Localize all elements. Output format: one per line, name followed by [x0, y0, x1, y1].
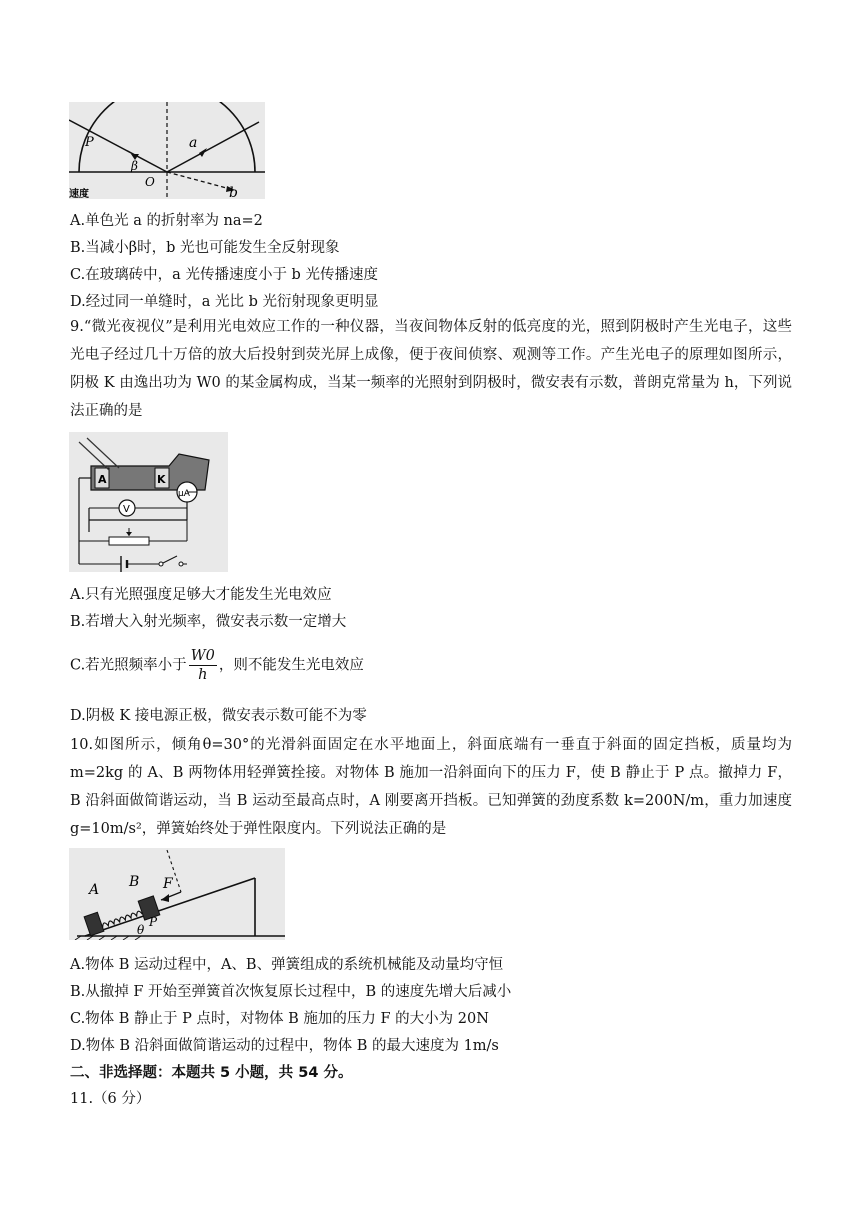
section-heading-nonchoice: 二、非选择题：本题共 5 小题，共 54 分。	[70, 1065, 353, 1081]
photoelectric-circuit-diagram	[69, 432, 228, 572]
q9-option-a: A.只有光照强度足够大才能发生光电效应	[70, 587, 332, 603]
label-o: O	[145, 175, 155, 189]
q10-option-c: C.物体 B 静止于 P 点时，对物体 B 施加的压力 F 的大小为 20N	[70, 1011, 489, 1027]
q9-option-c-suffix: ，则不能发生光电效应	[218, 657, 364, 674]
q10-option-a: A.物体 B 运动过程中，A、B、弹簧组成的系统机械能及动量均守恒	[70, 957, 504, 973]
q8-option-b: B.当减小β时，b 光也可能发生全反射现象	[70, 240, 340, 256]
figure-q8-semicircle	[69, 102, 265, 199]
corner-text: 速度	[69, 189, 89, 199]
label-block-a: A	[89, 882, 100, 898]
label-voltmeter: V	[123, 504, 130, 515]
q9-option-d: D.阴极 K 接电源正极，微安表示数可能不为零	[70, 708, 367, 724]
fraction-numerator: W0	[190, 648, 215, 664]
label-b: b	[229, 185, 238, 199]
label-theta: θ	[137, 923, 145, 937]
q8-option-d: D.经过同一单缝时，a 光比 b 光衍射现象更明显	[70, 294, 379, 310]
fraction-w0-over-h	[189, 647, 217, 684]
label-point-p: P	[149, 915, 158, 929]
label-microammeter: μA	[178, 489, 190, 499]
q10-stem: 10.如图所示，倾角θ=30°的光滑斜面固定在水平地面上，斜面底端有一垂直于斜面的固定挡板，质量均为 m=2kg 的 A、B 两物体用轻弹簧拴接。对物体 B 施加一沿斜面向下的压力 F，使 B 静止于 P 点。撤掉力 F，B 沿斜面做简谐运动，当 B 运动至最高点时，A 刚要离开挡板。已知弹簧的劲度系数 k=200N/m，重力加速度 g=10m/s²，弹簧始终处于弹性限度内。下列说法正确的是	[70, 737, 792, 837]
figure-q9-circuit	[69, 432, 228, 572]
label-anode: A	[98, 473, 107, 486]
q10-option-b: B.从撤掉 F 开始至弹簧首次恢复原长过程中，B 的速度先增大后减小	[70, 984, 512, 1000]
label-cathode: K	[157, 473, 166, 486]
q10-option-d: D.物体 B 沿斜面做简谐运动的过程中，物体 B 的最大速度为 1m/s	[70, 1038, 499, 1054]
q9-stem: 9.“微光夜视仪”是利用光电效应工作的一种仪器，当夜间物体反射的低亮度的光，照到阴极时产生光电子，这些光电子经过几十万倍的放大后投射到荧光屏上成像，便于夜间侦察、观测等工作。产生光电子的原理如图所示，阴极 K 由逸出功为 W0 的某金属构成，当某一频率的光照射到阴极时，微安表有示数，普朗克常量为 h，下列说法正确的是	[70, 319, 792, 419]
q8-option-c: C.在玻璃砖中，a 光传播速度小于 b 光传播速度	[70, 267, 378, 283]
figure-q10-incline	[69, 848, 285, 940]
label-a: a	[189, 135, 198, 151]
q9-option-b: B.若增大入射光频率，微安表示数一定增大	[70, 614, 347, 630]
label-force-f: F	[163, 876, 173, 892]
label-p: P	[85, 135, 94, 150]
semicircle-diagram	[69, 102, 265, 199]
label-beta: β	[131, 159, 138, 173]
q11-heading: 11.（6 分）	[70, 1091, 151, 1107]
label-block-b: B	[129, 874, 140, 890]
q8-option-a: A.单色光 a 的折射率为 na=2	[70, 213, 263, 229]
q9-option-c-prefix: C.若光照频率小于	[70, 657, 187, 674]
fraction-denominator: h	[198, 667, 208, 683]
q9-option-c	[70, 647, 364, 684]
incline-spring-diagram	[69, 848, 285, 940]
